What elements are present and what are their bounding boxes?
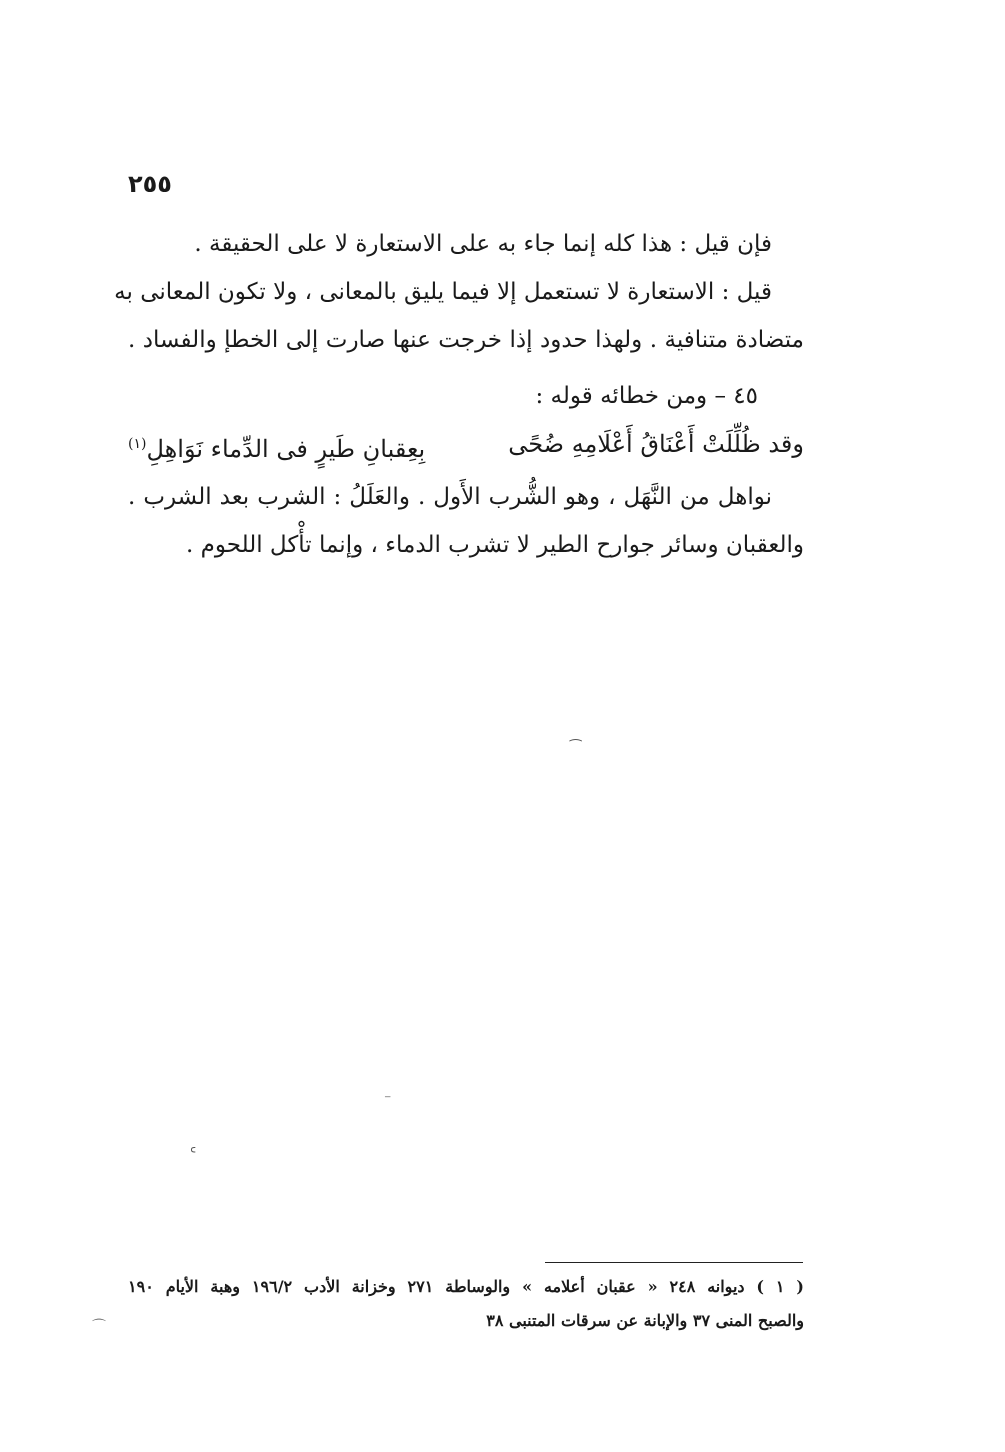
commentary-line-2: والعقبان وسائر جوارح الطير لا تشرب الدماء ، وإنما تأْكل اللحوم . [185,532,804,558]
footnote-line-2: والصبح المنى ٣٧ والإبانة عن سرقات المتنبى ٣٨ [486,1311,804,1330]
scan-artifact: ⌒ [92,1319,106,1335]
footnote-separator [545,1262,803,1263]
poetry-verse [128,420,804,473]
scan-artifact: ᑦ [190,1145,197,1161]
footnote-line-1: ( ١ ) ديوانه ٢٤٨ « عقبان أعلامه » والوساطة ٢٧١ وخزانة الأدب ١٩٦/٢ وهبة الأيام ١٩٠ [128,1277,804,1296]
paragraph-reply-line-2: متضادة متنافية . ولهذا حدود إذا خرجت عنها صارت إلى الخطإ والفساد . [128,327,804,353]
main-text [114,220,804,569]
commentary-line-1: نواهل من النَّهَل ، وهو الشُّرب الأَول . والعَلَلُ : الشرب بعد الشرب . [128,484,772,510]
verse-second-hemistich [128,420,425,473]
verse-second-hemistich-text: بِعِقبانِ طَيرٍ فى الدِّماء نَوَاهِلِ [146,435,426,463]
scan-artifact: ⁻ [384,1092,392,1108]
scan-artifact: ⁀ [570,740,582,756]
verse-first-hemistich: وقد ظُلِّلَتْ أَعْنَاقُ أَعْلَامِهِ ضُحًى [508,430,804,458]
paragraph-reply-line-1: قيل : الاستعارة لا تستعمل إلا فيما يليق بالمعانى ، ولا تكون المعانى به [114,279,772,305]
paragraph-objection: فإن قيل : هذا كله إنما جاء به على الاستعارة لا على الحقيقة . [194,231,772,257]
footnotes [128,1270,804,1338]
section-heading: ٤٥ – ومن خطائه قوله : [535,383,758,409]
footnote-marker: (١) [128,436,147,452]
page-number: ٢٥٥ [128,170,172,198]
